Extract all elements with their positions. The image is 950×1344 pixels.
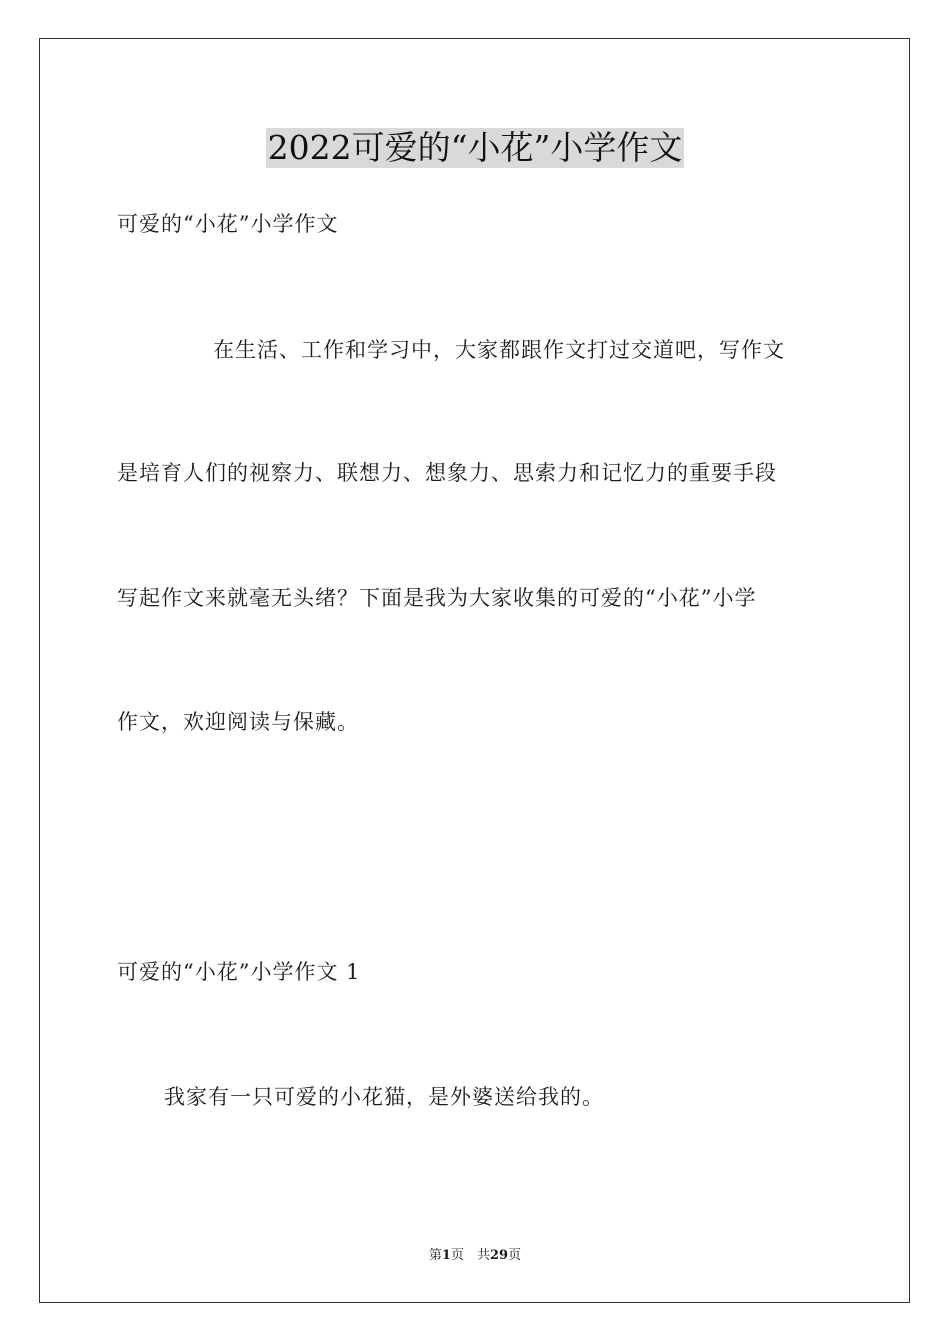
section-paragraph-line: 我家有一只可爱的小花猫，是外婆送给我的。 [164, 1085, 604, 1109]
footer-page-prefix: 第 [428, 1248, 442, 1263]
footer-page-current: 1 [441, 1248, 451, 1263]
subtitle: 可爱的“小花”小学作文 [117, 212, 339, 236]
title-container [0, 128, 950, 168]
footer-page-total: 29 [489, 1248, 509, 1263]
intro-line-1: 在生活、工作和学习中，大家都跟作文打过交道吧，写作文 [213, 338, 785, 362]
intro-line-3: 写起作文来就毫无头绪？下面是我为大家收集的可爱的“小花”小学 [117, 586, 757, 610]
page-footer [0, 1247, 950, 1265]
intro-line-2: 是培育人们的视察力、联想力、想象力、思索力和记忆力的重要手段 [117, 461, 777, 485]
footer-page-suffix: 页 [508, 1248, 522, 1263]
document-title: 2022可爱的“小花”小学作文 [267, 128, 683, 167]
intro-line-4: 作文，欢迎阅读与保藏。 [117, 710, 359, 734]
footer-page-mid: 页 共 [450, 1248, 490, 1263]
section-heading: 可爱的“小花”小学作文 1 [117, 960, 361, 984]
